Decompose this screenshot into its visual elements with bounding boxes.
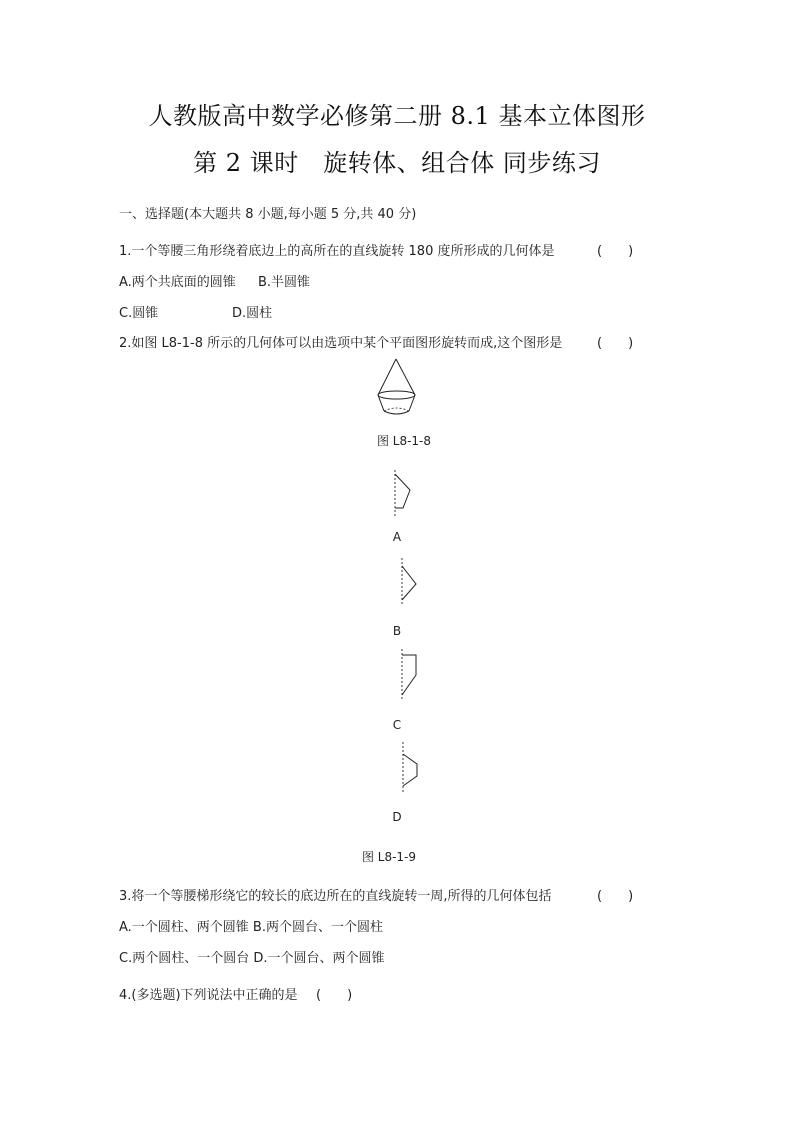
figure-cone-frustum	[370, 355, 430, 420]
option-b-label: B	[392, 624, 402, 638]
question-3-answer-paren: ( )	[597, 889, 634, 904]
option-d-figure	[394, 742, 434, 796]
option-c-label: C	[392, 718, 402, 732]
question-1-option-c: C.圆锥	[119, 306, 159, 321]
figure-caption-l8-1-8: 图 L8-1-8	[376, 434, 432, 448]
option-a-label: A	[392, 530, 402, 544]
question-2-text: 2.如图 L8-1-8 所示的几何体可以由选项中某个平面图形旋转而成,这个图形是	[119, 336, 563, 351]
option-b-figure	[394, 558, 434, 608]
question-1-text: 1.一个等腰三角形绕着底边上的高所在的直线旋转 180 度所形成的几何体是	[119, 244, 555, 259]
document-title: 人教版高中数学必修第二册 8.1 基本立体图形	[148, 102, 646, 130]
option-c-figure	[393, 649, 433, 701]
option-a-figure	[388, 470, 428, 520]
question-3-text: 3.将一个等腰梯形绕它的较长的底边所在的直线旋转一周,所得的几何体包括	[119, 889, 552, 904]
question-1-option-b: B.半圆锥	[258, 275, 311, 290]
document-subtitle: 第 2 课时 旋转体、组合体 同步练习	[193, 149, 601, 177]
question-3-options-cd: C.两个圆柱、一个圆台 D.一个圆台、两个圆锥	[119, 951, 385, 966]
question-2-answer-paren: ( )	[597, 336, 634, 351]
option-d-label: D	[392, 810, 402, 824]
question-1-option-a: A.两个共底面的圆锥	[119, 275, 236, 290]
section-heading: 一、选择题(本大题共 8 小题,每小题 5 分,共 40 分)	[119, 207, 417, 222]
question-1-option-d: D.圆柱	[232, 306, 273, 321]
question-4-text: 4.(多选题)下列说法中正确的是	[119, 988, 298, 1003]
question-3-options-ab: A.一个圆柱、两个圆锥 B.两个圆台、一个圆柱	[119, 920, 383, 935]
question-4-answer-paren: ( )	[316, 988, 353, 1003]
figure-caption-l8-1-9: 图 L8-1-9	[361, 850, 417, 864]
question-1-answer-paren: ( )	[597, 244, 634, 259]
